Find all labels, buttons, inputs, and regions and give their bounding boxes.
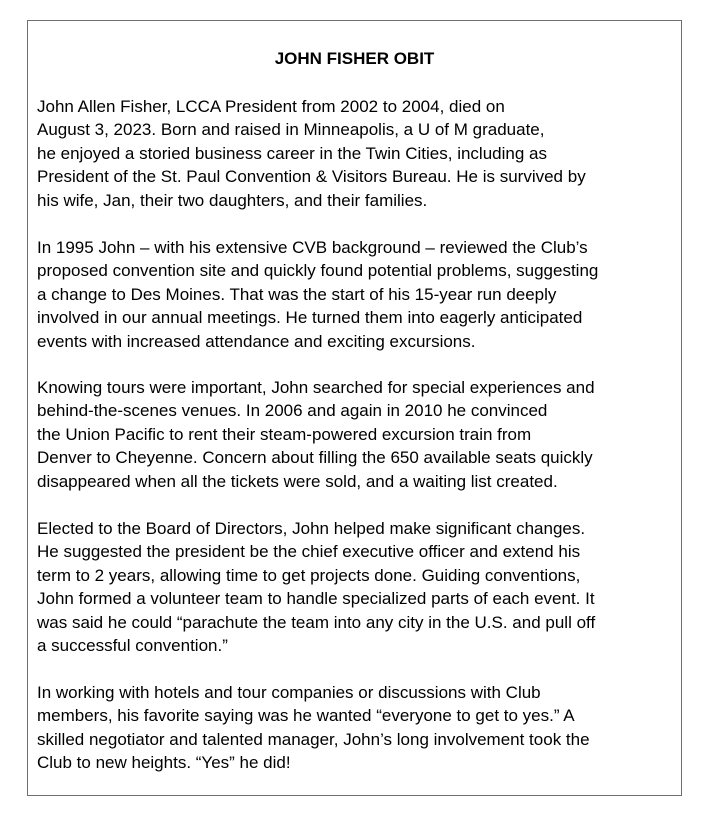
paragraph-line: August 3, 2023. Born and raised in Minneapolis, a U of M graduate, bbox=[37, 120, 545, 140]
paragraph-line: Elected to the Board of Directors, John helped make significant changes. bbox=[37, 519, 586, 538]
paragraph-line: He suggested the president be the chief executive officer and extend his bbox=[37, 542, 581, 562]
document-title: JOHN FISHER OBIT bbox=[274, 49, 435, 68]
paragraph-line: proposed convention site and quickly found potential problems, suggesting bbox=[37, 261, 599, 281]
paragraph-line: he enjoyed a storied business career in the Twin Cities, including as bbox=[37, 143, 547, 163]
paragraph-board bbox=[37, 517, 595, 657]
paragraph-line: behind-the-scenes venues. In 2006 and again in 2010 he convinced bbox=[37, 401, 548, 421]
paragraph-line: President of the St. Paul Convention & Visitors Bureau. He is survived by bbox=[37, 167, 586, 187]
document-frame bbox=[27, 20, 682, 796]
paragraph-line: Knowing tours were important, John searched for special experiences and bbox=[37, 378, 595, 397]
paragraph-line: his wife, Jan, their two daughters, and their families. bbox=[37, 190, 428, 210]
paragraph-line: term to 2 years, allowing time to get projects done. Guiding conventions, bbox=[37, 565, 581, 585]
paragraph-line: disappeared when all the tickets were sold, and a waiting list created. bbox=[37, 471, 558, 491]
paragraph-line: Club to new heights. “Yes” he did! bbox=[37, 753, 291, 773]
paragraph-line: In 1995 John – with his extensive CVB background – reviewed the Club’s bbox=[37, 238, 588, 257]
paragraph-line: events with increased attendance and exciting excursions. bbox=[37, 331, 476, 351]
paragraph-line: In working with hotels and tour companies or discussions with Club bbox=[37, 683, 541, 702]
paragraph-favorite-saying bbox=[37, 681, 590, 775]
paragraph-line: John formed a volunteer team to handle specialized parts of each event. It bbox=[37, 589, 595, 609]
paragraph-line: was said he could “parachute the team into any city in the U.S. and pull off bbox=[37, 612, 596, 632]
paragraph-biography bbox=[37, 95, 586, 212]
paragraph-convention-site bbox=[37, 236, 598, 353]
paragraph-line: John Allen Fisher, LCCA President from 2002 to 2004, died on bbox=[37, 97, 505, 116]
paragraph-line: Denver to Cheyenne. Concern about filling the 650 available seats quickly bbox=[37, 448, 593, 468]
paragraph-line: skilled negotiator and talented manager, John’s long involvement took the bbox=[37, 729, 590, 749]
paragraph-line: a successful convention.” bbox=[37, 636, 228, 656]
paragraph-line: a change to Des Moines. That was the start of his 15-year run deeply bbox=[37, 284, 557, 304]
paragraph-line: the Union Pacific to rent their steam-powered excursion train from bbox=[37, 424, 532, 444]
paragraph-line: involved in our annual meetings. He turned them into eagerly anticipated bbox=[37, 308, 583, 328]
paragraph-line: members, his favorite saying was he wanted “everyone to get to yes.” A bbox=[37, 706, 575, 726]
paragraph-tours bbox=[37, 376, 595, 493]
